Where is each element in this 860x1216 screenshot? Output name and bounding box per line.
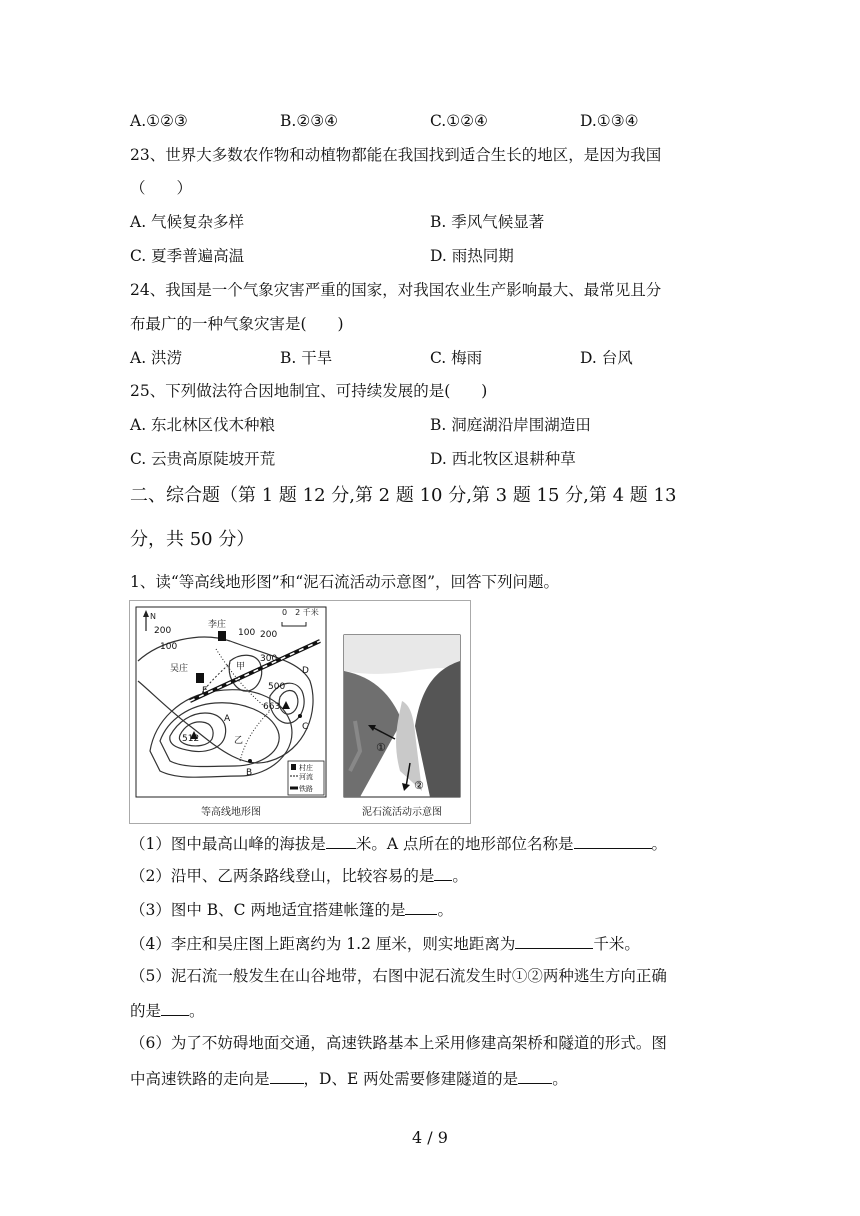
point-label-c: C	[302, 722, 309, 732]
q23-option-c: C. 夏季普遍高温	[130, 247, 245, 265]
q24-option-c: C. 梅雨	[430, 349, 483, 367]
contour-label-663: 663	[263, 702, 281, 712]
q24-stem-line1: 24、我国是一个气象灾害严重的国家，对我国农业生产影响最大、最常见且分	[130, 281, 662, 299]
q1-sub4	[130, 932, 640, 954]
q23-paren: （ ）	[130, 179, 193, 197]
q1-sub3-text-a: （3）图中 B、C 两地适宜搭建帐篷的是	[130, 901, 406, 919]
scale-label: 0 2 千米	[282, 608, 319, 617]
page-number: 4 / 9	[412, 1128, 448, 1147]
legend-village-label: 村庄	[299, 764, 313, 772]
section2-heading-line1: 二、综合题（第 1 题 12 分,第 2 题 10 分,第 3 题 15 分,第 4 题 13	[130, 485, 677, 506]
escape-label-1: ①	[376, 741, 386, 754]
q1-sub1-text-c: 。	[651, 835, 668, 853]
q23-option-b: B. 季风气候显著	[430, 213, 545, 231]
q22-option-a: A.①②③	[130, 112, 188, 130]
legend-village-icon	[291, 764, 296, 770]
point-label-yi: 乙	[234, 736, 244, 746]
village-label-lizhuang: 李庄	[208, 620, 227, 630]
q1-sub1-text-b: 米。A 点所在的地形部位名称是	[355, 835, 574, 853]
q1-sub2-text-b: 。	[452, 867, 468, 885]
point-b-icon	[248, 759, 252, 763]
escape-label-2: ②	[414, 779, 424, 792]
contour-label-500: 500	[268, 682, 286, 692]
q1-sub4-text-a: （4）李庄和吴庄图上距离约为 1.2 厘米，则实地距离为	[130, 935, 516, 953]
q1-sub5-text-b: 。	[189, 1002, 205, 1020]
point-label-b: B	[246, 768, 253, 778]
q1-sub3	[130, 898, 453, 920]
q1-sub5-text-a: 的是	[130, 1002, 162, 1020]
q1-sub5-line1: （5）泥石流一般发生在山谷地带，右图中泥石流发生时①②两种逃生方向正确	[130, 967, 667, 985]
q24-option-b: B. 干旱	[280, 349, 333, 367]
q1-sub6-text-c: 。	[552, 1070, 568, 1088]
contour-label-200-ne: 200	[260, 630, 278, 640]
q1-sub1-text-a: （1）图中最高山峰的海拔是	[130, 835, 326, 853]
q22-option-d: D.①③④	[580, 112, 639, 130]
q1-sub2-text-a: （2）沿甲、乙两条路线登山，比较容易的是	[130, 867, 435, 885]
q25-option-a: A. 东北林区伐木种粮	[130, 416, 276, 434]
legend-railway-label: 铁路	[299, 785, 313, 793]
contour-label-200-nw: 200	[154, 626, 172, 636]
point-c-icon	[298, 714, 302, 718]
q23-option-d: D. 雨热同期	[430, 247, 514, 265]
q1-figure	[129, 600, 471, 824]
q1-sub2-blank[interactable]	[434, 864, 452, 881]
q1-sub5-line2	[130, 999, 205, 1021]
contour-label-512: 512	[182, 734, 200, 744]
point-label-d: D	[302, 666, 309, 676]
q1-sub2	[130, 864, 468, 886]
topo-map-caption: 等高线地形图	[201, 807, 261, 818]
q23-option-a: A. 气候复杂多样	[130, 213, 245, 231]
q1-sub6-text-a: 中高速铁路的走向是	[130, 1070, 270, 1088]
q1-sub3-blank[interactable]	[405, 898, 437, 915]
north-label: N	[150, 612, 156, 621]
q1-figure-svg	[130, 601, 470, 823]
q25-option-c: C. 云贵高原陡坡开荒	[130, 450, 276, 468]
q1-sub4-text-b: 千米。	[593, 935, 640, 953]
point-label-e: E	[202, 686, 208, 696]
q1-sub6-line1: （6）为了不妨碍地面交通，高速铁路基本上采用修建高架桥和隧道的形式。图	[130, 1034, 667, 1052]
contour-label-100-w: 100	[160, 642, 178, 652]
q24-option-a: A. 洪涝	[130, 349, 183, 367]
q25-option-d: D. 西北牧区退耕种草	[430, 450, 576, 468]
q25-stem: 25、下列做法符合因地制宜、可持续发展的是( )	[130, 382, 488, 400]
legend-river-label: 河流	[299, 773, 313, 781]
q1-sub5-blank[interactable]	[161, 999, 189, 1016]
contour-label-300: 300	[260, 654, 278, 664]
q23-stem: 23、世界大多数农作物和动植物都能在我国找到适合生长的地区，是因为我国	[130, 146, 662, 164]
sky-area	[344, 635, 460, 674]
q1-sub4-blank[interactable]	[515, 932, 593, 949]
q1-sub1	[130, 832, 667, 854]
q1-sub6-text-b: ，D、E 两处需要修建隧道的是	[303, 1070, 519, 1088]
point-label-a: A	[224, 714, 231, 724]
q1-sub6-line2	[130, 1067, 568, 1089]
q24-stem-line2: 布最广的一种气象灾害是( )	[130, 315, 344, 333]
q1-sub1-blank-1[interactable]	[326, 832, 356, 849]
q1-sub6-blank-2[interactable]	[518, 1067, 552, 1084]
q22-option-b: B.②③④	[280, 112, 339, 130]
q1-sub6-blank-1[interactable]	[270, 1067, 304, 1084]
point-label-jia: 甲	[236, 662, 246, 672]
debris-flow-caption: 泥石流活动示意图	[362, 807, 442, 818]
q24-option-d: D. 台风	[580, 349, 633, 367]
village-wuzhuang-icon	[196, 673, 204, 683]
q22-option-c: C.①②④	[430, 112, 488, 130]
village-label-wuzhuang: 吴庄	[170, 664, 189, 674]
q1-sub3-text-b: 。	[437, 901, 453, 919]
q1-stem: 1、读“等高线地形图”和“泥石流活动示意图”，回答下列问题。	[130, 573, 560, 591]
village-lizhuang-icon	[218, 631, 226, 641]
q25-option-b: B. 洞庭湖沿岸围湖造田	[430, 416, 591, 434]
q1-sub1-blank-2[interactable]	[574, 832, 652, 849]
contour-label-100-n: 100	[238, 628, 256, 638]
section2-heading-line2: 分，共 50 分）	[130, 529, 255, 550]
